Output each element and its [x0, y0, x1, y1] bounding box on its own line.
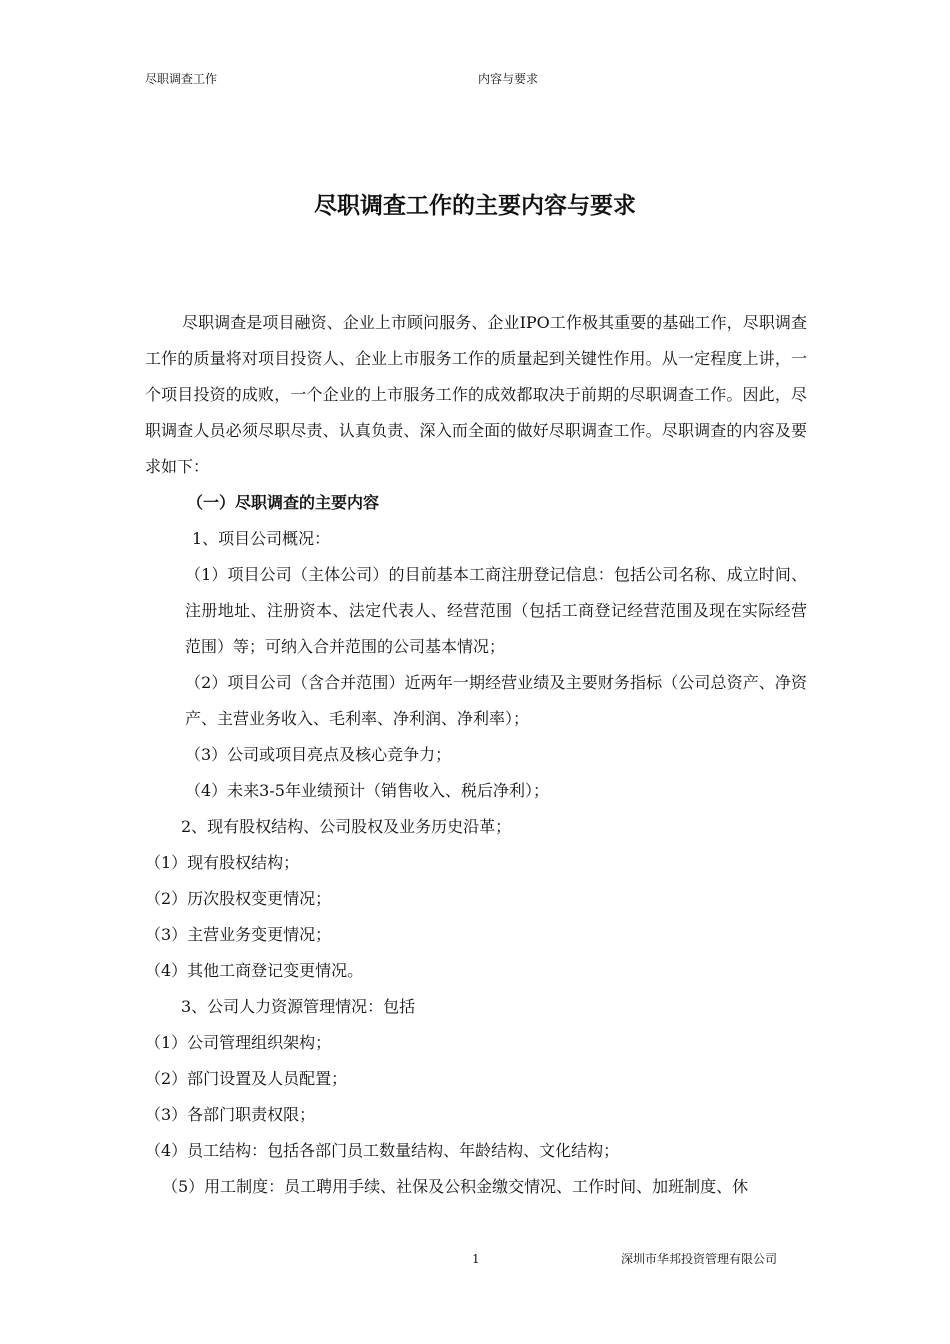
- item-employment-system: （5）用工制度：员工聘用手续、社保及公积金缴交情况、工作时间、加班制度、休: [162, 1177, 749, 1196]
- item-equity-history: 2、现有股权结构、公司股权及业务历史沿革；: [181, 817, 512, 836]
- item-hr-management: 3、公司人力资源管理情况：包括: [181, 997, 416, 1016]
- item-registration-info: （1）项目公司（主体公司）的目前基本工商注册登记信息：包括公司名称、成立时间、注册地址、注册资本、法定代表人、经营范围（包括工商登记经营范围及现在实际经营范围）等；可纳入合并范围的公司基本情况；: [185, 565, 807, 656]
- item-company-overview: 1、项目公司概况：: [192, 529, 331, 548]
- section-heading-main-content: （一）尽职调查的主要内容: [187, 493, 380, 512]
- header-doc-section: 尽职调查工作: [145, 72, 218, 86]
- item-department-duties: （3）各部门职责权限；: [145, 1105, 316, 1124]
- footer-company-name: 深圳市华邦投资管理有限公司: [621, 1252, 778, 1266]
- page-number: 1: [472, 1252, 480, 1266]
- document-title: 尽职调查工作的主要内容与要求: [314, 193, 636, 219]
- item-staff-structure: （4）员工结构：包括各部门员工数量结构、年龄结构、文化结构；: [145, 1141, 620, 1160]
- item-financial-indicators: （2）项目公司（含合并范围）近两年一期经营业绩及主要财务指标（公司总资产、净资产、主营业务收入、毛利率、净利润、净利率）；: [185, 673, 807, 728]
- item-other-changes: （4）其他工商登记变更情况。: [145, 961, 364, 980]
- intro-paragraph: 尽职调查是项目融资、企业上市顾问服务、企业IPO工作极其重要的基础工作，尽职调查工作的质量将对项目投资人、企业上市服务工作的质量起到关键性作用。从一定程度上讲，一个项目投资的成败，一个企业的上市服务工作的成效都取决于前期的尽职调查工作。因此，尽职调查人员必须尽职尽责、认真负责、深入而全面的做好尽职调查工作。尽职调查的内容及要求如下：: [145, 313, 807, 476]
- item-core-competence: （3）公司或项目亮点及核心竞争力；: [185, 745, 452, 764]
- item-performance-forecast: （4）未来3-5年业绩预计（销售收入、税后净利）；: [185, 781, 549, 800]
- header-doc-subtitle: 内容与要求: [478, 72, 539, 86]
- item-business-changes: （3）主营业务变更情况；: [145, 925, 332, 944]
- item-department-setup: （2）部门设置及人员配置；: [145, 1069, 348, 1088]
- document-body: [145, 305, 807, 1205]
- item-org-structure: （1）公司管理组织架构；: [145, 1033, 332, 1052]
- item-equity-changes: （2）历次股权变更情况；: [145, 889, 332, 908]
- item-current-equity: （1）现有股权结构；: [145, 853, 300, 872]
